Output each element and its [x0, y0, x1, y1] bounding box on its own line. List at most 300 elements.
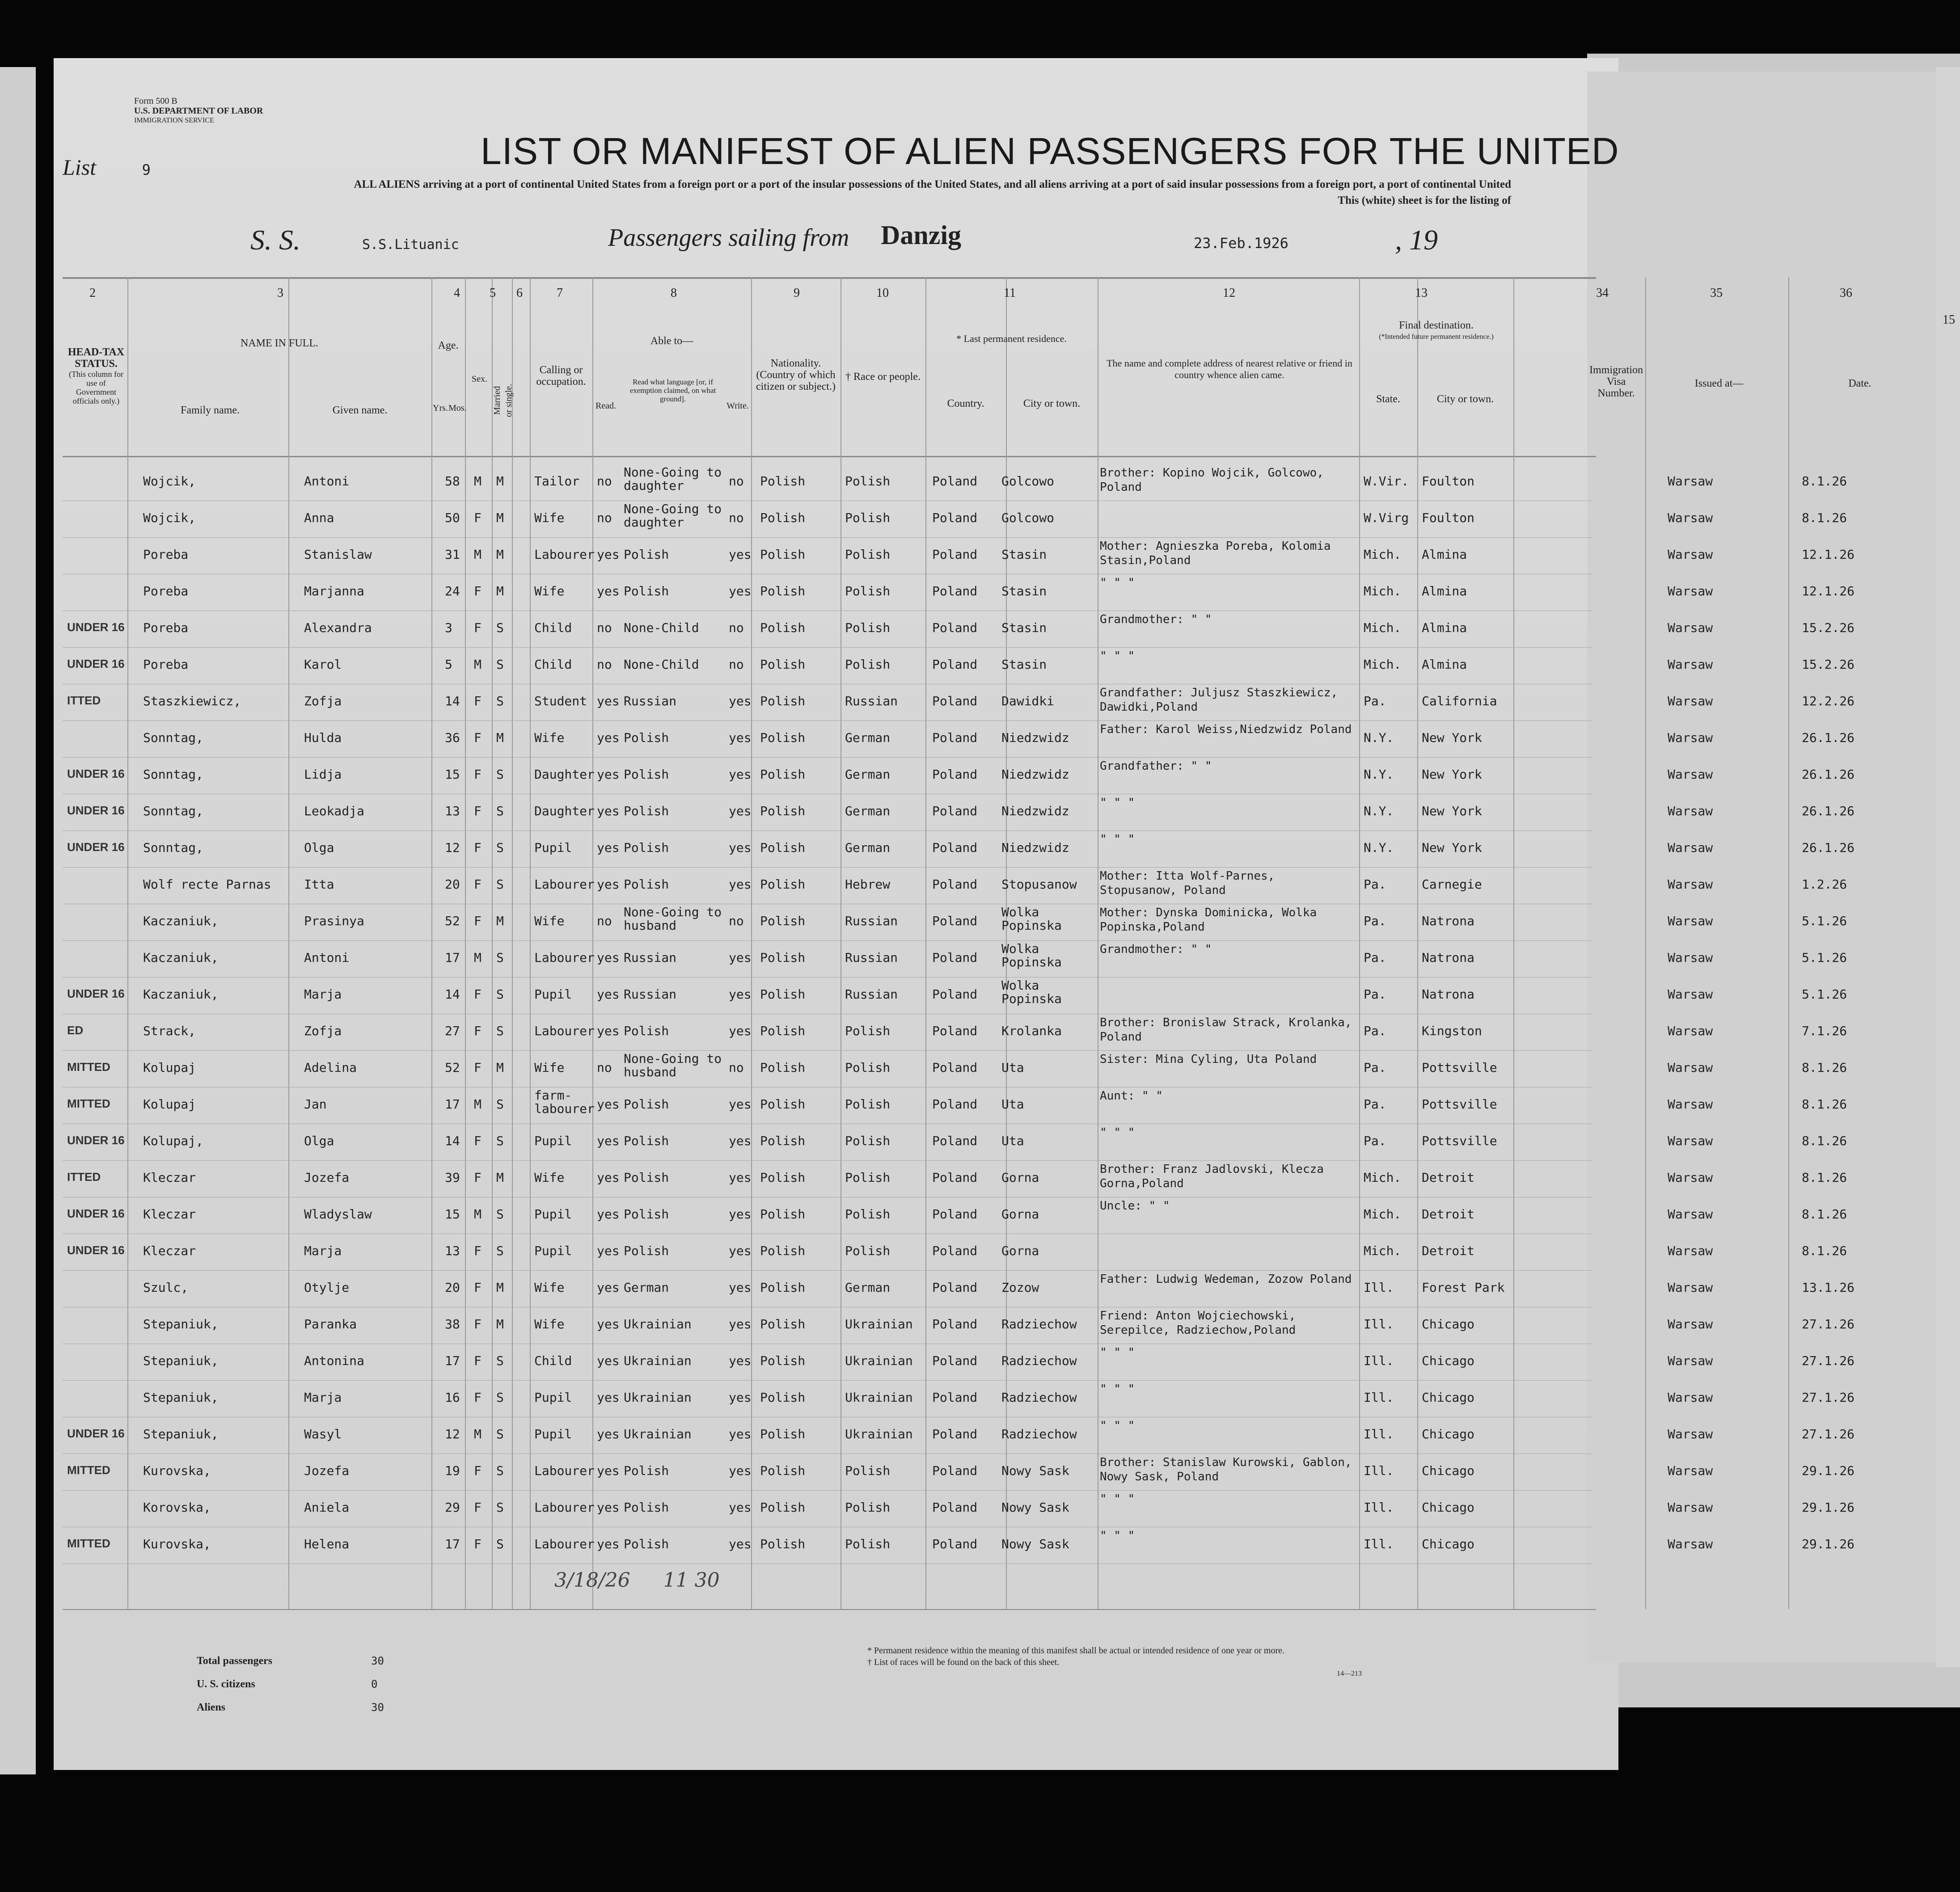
cell-lang: Polish — [624, 840, 669, 855]
table-row — [0, 538, 1960, 574]
cell-yrs: 15 — [445, 767, 460, 782]
cell-sex: F — [474, 1390, 482, 1405]
cell-race: Ukrainian — [845, 1353, 913, 1368]
cell-vdate: 15.2.26 — [1802, 657, 1855, 672]
table-row — [0, 1344, 1960, 1380]
cell-relative: Mother: Dynska Dominicka, Wolka Popinska,Poland — [1100, 906, 1317, 934]
race-header: † Race or people. — [845, 371, 921, 383]
cell-yrs: 50 — [445, 510, 460, 525]
cell-yrs: 15 — [445, 1207, 460, 1222]
age-header: Age. — [438, 340, 459, 351]
cell-ms: S — [496, 767, 504, 782]
cell-country: Poland — [932, 1024, 978, 1038]
cell-nat: Polish — [760, 1353, 806, 1368]
sex-header: Sex. — [472, 374, 487, 384]
cell-state: Ill. — [1364, 1353, 1394, 1368]
cell-family: Kurovska, — [143, 1463, 211, 1478]
cell-state: Pa. — [1364, 1134, 1386, 1148]
cell-country: Poland — [932, 1317, 978, 1332]
cell-given: Helena — [304, 1537, 350, 1551]
cell-occ: Child — [534, 1353, 572, 1368]
cell-city: Radziechow — [1001, 1390, 1077, 1405]
cell-given: Alexandra — [304, 620, 372, 635]
cell-yrs: 12 — [445, 1427, 460, 1441]
married-header: Married or single. — [492, 383, 514, 417]
cell-issued: Warsaw — [1668, 1280, 1713, 1295]
cell-status: UNDER 16 — [67, 1134, 125, 1147]
cell-state: Mich. — [1364, 547, 1402, 562]
cell-vdate: 8.1.26 — [1802, 1134, 1847, 1148]
cell-state: Ill. — [1364, 1390, 1394, 1405]
cell-read: yes — [597, 804, 620, 818]
cell-occ: Pupil — [534, 840, 572, 855]
read-header: Read. — [595, 401, 617, 411]
cell-family: Strack, — [143, 1024, 196, 1038]
row-rule — [63, 1270, 1592, 1271]
cell-write: yes — [729, 1243, 752, 1258]
cell-country: Poland — [932, 1207, 978, 1222]
cell-ms: S — [496, 1463, 504, 1478]
cell-vdate: 12.2.26 — [1802, 694, 1855, 708]
cell-write: no — [729, 914, 744, 928]
cell-lang: Polish — [624, 1463, 669, 1478]
col-12: 12 — [1223, 286, 1235, 300]
cell-lang: None-Going to husband — [624, 905, 722, 933]
cell-family: Kaczaniuk, — [143, 950, 219, 965]
cell-yrs: 58 — [445, 474, 460, 489]
cell-dest: Natrona — [1422, 950, 1475, 965]
cell-country: Poland — [932, 547, 978, 562]
cell-country: Poland — [932, 510, 978, 525]
departure-port: Danzig — [881, 220, 961, 250]
cell-issued: Warsaw — [1668, 1317, 1713, 1332]
cell-yrs: 5 — [445, 657, 452, 672]
cell-occ: Labourer — [534, 877, 595, 892]
cell-issued: Warsaw — [1668, 1170, 1713, 1185]
cell-ms: S — [496, 1500, 504, 1515]
cell-lang: Russian — [624, 694, 677, 708]
cell-sex: F — [474, 620, 482, 635]
cell-write: no — [729, 510, 744, 525]
cell-given: Wladyslaw — [304, 1207, 372, 1222]
cell-yrs: 29 — [445, 1500, 460, 1515]
cell-ms: S — [496, 657, 504, 672]
table-row — [0, 1528, 1960, 1563]
cell-sex: F — [474, 987, 482, 1002]
cell-lang: Polish — [624, 1243, 669, 1258]
cell-nat: Polish — [760, 730, 806, 745]
cell-relative: " " " — [1100, 796, 1135, 809]
cell-family: Kolupaj — [143, 1060, 196, 1075]
cell-status: UNDER 16 — [67, 1243, 125, 1257]
cell-relative: " " " — [1100, 1382, 1135, 1396]
cell-occ: Daughter — [534, 804, 595, 818]
cell-read: yes — [597, 584, 620, 598]
sailing-line — [250, 220, 1592, 264]
cell-write: yes — [729, 1280, 752, 1295]
cell-write: yes — [729, 1097, 752, 1112]
cell-city: Niedzwidz — [1001, 767, 1069, 782]
year-label: , 19 — [1395, 224, 1438, 256]
cell-race: Polish — [845, 657, 891, 672]
cell-nat: Polish — [760, 657, 806, 672]
cell-lang: None-Going to husband — [624, 1051, 722, 1079]
cell-sex: F — [474, 1134, 482, 1148]
cell-dest: Almina — [1422, 620, 1467, 635]
cell-yrs: 13 — [445, 1243, 460, 1258]
table-row — [0, 1051, 1960, 1087]
cell-state: Pa. — [1364, 987, 1386, 1002]
cell-sex: F — [474, 804, 482, 818]
cell-occ: Wife — [534, 1280, 565, 1295]
signature-time: 11 30 — [663, 1569, 720, 1592]
table-row — [0, 611, 1960, 647]
cell-dest: New York — [1422, 730, 1482, 745]
row-rule — [63, 1563, 1592, 1564]
cell-nat: Polish — [760, 1317, 806, 1332]
cell-given: Paranka — [304, 1317, 357, 1332]
cell-vdate: 1.2.26 — [1802, 877, 1847, 892]
cell-state: N.Y. — [1364, 840, 1394, 855]
cell-country: Poland — [932, 620, 978, 635]
cell-read: yes — [597, 1427, 620, 1441]
table-row — [0, 1308, 1960, 1344]
cell-yrs: 36 — [445, 730, 460, 745]
cell-dest: Chicago — [1422, 1500, 1475, 1515]
cell-family: Kleczar — [143, 1207, 196, 1222]
cell-relative: Grandmother: " " — [1100, 943, 1212, 956]
cell-lang: Polish — [624, 730, 669, 745]
cell-read: no — [597, 914, 612, 928]
issued-at-header: Issued at— — [1694, 378, 1744, 389]
col-7: 7 — [557, 286, 563, 300]
cell-race: Polish — [845, 1134, 891, 1148]
cell-read: yes — [597, 767, 620, 782]
cell-issued: Warsaw — [1668, 840, 1713, 855]
family-name-header: Family name. — [181, 405, 240, 416]
cell-city: Dawidki — [1001, 694, 1055, 708]
cell-city: Golcowo — [1001, 510, 1055, 525]
row-rule — [63, 1490, 1592, 1491]
cell-race: Polish — [845, 1024, 891, 1038]
cell-yrs: 52 — [445, 1060, 460, 1075]
cell-issued: Warsaw — [1668, 950, 1713, 965]
cell-sex: F — [474, 584, 482, 598]
cell-relative: Mother: Agnieszka Poreba, Kolomia Stasin,Poland — [1100, 539, 1331, 567]
cell-country: Poland — [932, 474, 978, 489]
cell-status: MITTED — [67, 1463, 110, 1477]
visa-date-header: Date. — [1848, 378, 1871, 389]
cell-lang: Ukrainian — [624, 1427, 692, 1441]
state-header: State. — [1376, 393, 1400, 405]
cell-ms: M — [496, 1280, 504, 1295]
cell-ms: S — [496, 620, 504, 635]
head-tax-note: (This column for use of Government officials only.) — [69, 370, 123, 405]
cell-read: yes — [597, 730, 620, 745]
footnote-residence: * Permanent residence within the meaning of this manifest shall be actual or intended residence of one year or more. — [867, 1646, 1285, 1656]
cell-lang: German — [624, 1280, 669, 1295]
cell-vdate: 29.1.26 — [1802, 1500, 1855, 1515]
cell-state: N.Y. — [1364, 804, 1394, 818]
ship-name: S.S.Lituanic — [362, 237, 459, 253]
cell-vdate: 8.1.26 — [1802, 510, 1847, 525]
col-34: 34 — [1596, 286, 1609, 300]
cell-nat: Polish — [760, 1390, 806, 1405]
col-15: 15 — [1943, 313, 1955, 327]
cell-city: Niedzwidz — [1001, 840, 1069, 855]
able-to-header: Able to— — [650, 335, 693, 347]
cell-vdate: 8.1.26 — [1802, 1243, 1847, 1258]
cell-vdate: 27.1.26 — [1802, 1390, 1855, 1405]
cell-issued: Warsaw — [1668, 1207, 1713, 1222]
city-header: City or town. — [1023, 398, 1081, 409]
cell-write: yes — [729, 987, 752, 1002]
cell-state: Pa. — [1364, 950, 1386, 965]
cell-write: no — [729, 620, 744, 635]
col-35: 35 — [1710, 286, 1723, 300]
cell-nat: Polish — [760, 1170, 806, 1185]
visa-number-header: Immigration Visa Number. — [1589, 364, 1643, 399]
cell-ms: S — [496, 1353, 504, 1368]
us-citizens-label: U. S. citizens — [197, 1678, 255, 1690]
cell-dest: New York — [1422, 767, 1482, 782]
cell-city: Radziechow — [1001, 1353, 1077, 1368]
service-name: IMMIGRATION SERVICE — [134, 117, 214, 124]
sailing-date: 23.Feb.1926 — [1194, 235, 1288, 252]
cell-relative: " " " — [1100, 649, 1135, 663]
cell-read: yes — [597, 547, 620, 562]
cell-ms: M — [496, 474, 504, 489]
cell-read: yes — [597, 1243, 620, 1258]
cell-sex: F — [474, 1353, 482, 1368]
cell-lang: None-Child — [624, 657, 699, 672]
cell-nat: Polish — [760, 950, 806, 965]
cell-read: no — [597, 620, 612, 635]
cell-nat: Polish — [760, 1060, 806, 1075]
cell-occ: Labourer — [534, 1537, 595, 1551]
cell-dest: Almina — [1422, 657, 1467, 672]
cell-city: Nowy Sask — [1001, 1537, 1069, 1551]
cell-vdate: 26.1.26 — [1802, 767, 1855, 782]
cell-read: yes — [597, 1170, 620, 1185]
cell-city: Uta — [1001, 1060, 1024, 1075]
cell-write: yes — [729, 584, 752, 598]
cell-nat: Polish — [760, 547, 806, 562]
last-residence-header: * Last permanent residence. — [956, 333, 1067, 344]
cell-city: Wolka Popinska — [1001, 941, 1062, 969]
cell-nat: Polish — [760, 694, 806, 708]
cell-relative: " " " — [1100, 1529, 1135, 1542]
cell-yrs: 17 — [445, 1097, 460, 1112]
cell-city: Uta — [1001, 1134, 1024, 1148]
cell-state: Pa. — [1364, 914, 1386, 928]
cell-sex: F — [474, 1317, 482, 1332]
cell-issued: Warsaw — [1668, 620, 1713, 635]
cell-vdate: 29.1.26 — [1802, 1537, 1855, 1551]
col-2: 2 — [89, 286, 96, 300]
cell-given: Jozefa — [304, 1463, 350, 1478]
cell-ms: S — [496, 950, 504, 965]
cell-write: yes — [729, 1537, 752, 1551]
footnote-races: † List of races will be found on the back of this sheet. — [867, 1657, 1060, 1667]
cell-yrs: 20 — [445, 1280, 460, 1295]
cell-ms: S — [496, 1243, 504, 1258]
cell-issued: Warsaw — [1668, 1243, 1713, 1258]
cell-city: Wolka Popinska — [1001, 905, 1062, 933]
cell-race: Polish — [845, 547, 891, 562]
cell-read: no — [597, 1060, 612, 1075]
cell-family: Sonntag, — [143, 767, 203, 782]
cell-sex: F — [474, 914, 482, 928]
cell-read: no — [597, 657, 612, 672]
cell-city: Radziechow — [1001, 1317, 1077, 1332]
cell-city: Wolka Popinska — [1001, 978, 1062, 1006]
cell-country: Poland — [932, 1060, 978, 1075]
row-rule — [63, 757, 1592, 758]
cell-nat: Polish — [760, 1097, 806, 1112]
cell-sex: F — [474, 840, 482, 855]
list-label: List — [63, 155, 97, 180]
cell-vdate: 5.1.26 — [1802, 950, 1847, 965]
cell-lang: Ukrainian — [624, 1353, 692, 1368]
cell-race: Russian — [845, 914, 898, 928]
cell-yrs: 38 — [445, 1317, 460, 1332]
cell-read: yes — [597, 1390, 620, 1405]
row-rule — [63, 1050, 1592, 1051]
cell-occ: Daughter — [534, 767, 595, 782]
table-row — [0, 1198, 1960, 1234]
cell-country: Poland — [932, 1463, 978, 1478]
cell-lang: None-Going to daughter — [624, 465, 722, 493]
table-row — [0, 1491, 1960, 1527]
cell-vdate: 5.1.26 — [1802, 914, 1847, 928]
cell-issued: Warsaw — [1668, 547, 1713, 562]
cell-write: yes — [729, 804, 752, 818]
cell-vdate: 27.1.26 — [1802, 1353, 1855, 1368]
cell-family: Wojcik, — [143, 510, 196, 525]
cell-city: Niedzwidz — [1001, 804, 1069, 818]
form-code: 14—213 — [1337, 1670, 1362, 1677]
cell-lang: Polish — [624, 1207, 669, 1222]
cell-nat: Polish — [760, 987, 806, 1002]
cell-nat: Polish — [760, 474, 806, 489]
signature-date: 3/18/26 — [554, 1569, 630, 1592]
cell-sex: F — [474, 1280, 482, 1295]
cell-occ: Wife — [534, 584, 565, 598]
ss-label: S. S. — [250, 224, 300, 256]
cell-ms: S — [496, 1207, 504, 1222]
cell-occ: Pupil — [534, 1243, 572, 1258]
cell-occ: Pupil — [534, 1427, 572, 1441]
cell-write: yes — [729, 1024, 752, 1038]
cell-relative: " " " — [1100, 833, 1135, 846]
totals-block — [197, 1649, 384, 1719]
cell-occ: Pupil — [534, 1390, 572, 1405]
cell-sex: F — [474, 767, 482, 782]
table-row — [0, 1418, 1960, 1454]
cell-vdate: 7.1.26 — [1802, 1024, 1847, 1038]
cell-family: Korovska, — [143, 1500, 211, 1515]
cell-family: Stepaniuk, — [143, 1427, 219, 1441]
cell-relative: " " " — [1100, 576, 1135, 590]
cell-nat: Polish — [760, 620, 806, 635]
table-row — [0, 1161, 1960, 1197]
cell-ms: S — [496, 877, 504, 892]
cell-write: yes — [729, 767, 752, 782]
cell-read: no — [597, 510, 612, 525]
cell-lang: Polish — [624, 767, 669, 782]
cell-country: Poland — [932, 694, 978, 708]
cell-race: German — [845, 730, 891, 745]
cell-race: Polish — [845, 1463, 891, 1478]
cell-vdate: 26.1.26 — [1802, 840, 1855, 855]
cell-dest: Kingston — [1422, 1024, 1482, 1038]
cell-given: Jan — [304, 1097, 327, 1112]
cell-issued: Warsaw — [1668, 804, 1713, 818]
cell-ms: S — [496, 804, 504, 818]
cell-lang: Polish — [624, 1170, 669, 1185]
cell-race: Polish — [845, 584, 891, 598]
col-10: 10 — [876, 286, 889, 300]
cell-given: Jozefa — [304, 1170, 350, 1185]
cell-lang: None-Going to daughter — [624, 501, 722, 530]
cell-issued: Warsaw — [1668, 1353, 1713, 1368]
cell-given: Olga — [304, 1134, 334, 1148]
cell-ms: S — [496, 1427, 504, 1441]
cell-country: Poland — [932, 730, 978, 745]
cell-dest: California — [1422, 694, 1497, 708]
cell-country: Poland — [932, 877, 978, 892]
cell-dest: Pottsville — [1422, 1097, 1497, 1112]
cell-state: Mich. — [1364, 584, 1402, 598]
row-rule — [63, 940, 1592, 941]
cell-sex: F — [474, 1243, 482, 1258]
cell-country: Poland — [932, 914, 978, 928]
cell-family: Kleczar — [143, 1170, 196, 1185]
cell-family: Wolf recte Parnas — [143, 877, 271, 892]
cell-status: UNDER 16 — [67, 987, 125, 1000]
table-row — [0, 1271, 1960, 1307]
cell-yrs: 14 — [445, 1134, 460, 1148]
row-rule — [63, 977, 1592, 978]
cell-dest: Carnegie — [1422, 877, 1482, 892]
cell-read: yes — [597, 877, 620, 892]
cell-lang: Polish — [624, 1537, 669, 1551]
cell-vdate: 12.1.26 — [1802, 584, 1855, 598]
cell-state: Mich. — [1364, 1243, 1402, 1258]
cell-country: Poland — [932, 1353, 978, 1368]
cell-given: Adelina — [304, 1060, 357, 1075]
cell-sex: M — [474, 657, 482, 672]
cell-occ: Tailor — [534, 474, 580, 489]
cell-yrs: 39 — [445, 1170, 460, 1185]
us-citizens-value: 0 — [371, 1678, 378, 1690]
header-bottom-rule — [63, 456, 1596, 457]
cell-occ: Wife — [534, 510, 565, 525]
cell-state: Ill. — [1364, 1537, 1394, 1551]
cell-sex: M — [474, 950, 482, 965]
cell-given: Otylje — [304, 1280, 350, 1295]
name-in-full-header: NAME IN FULL. — [241, 337, 318, 349]
cell-country: Poland — [932, 1500, 978, 1515]
cell-yrs: 20 — [445, 877, 460, 892]
cell-sex: F — [474, 1024, 482, 1038]
cell-race: Russian — [845, 950, 898, 965]
cell-issued: Warsaw — [1668, 877, 1713, 892]
cell-ms: S — [496, 840, 504, 855]
cell-relative: Brother: Franz Jadlovski, Klecza Gorna,Poland — [1100, 1163, 1324, 1190]
cell-read: yes — [597, 1024, 620, 1038]
